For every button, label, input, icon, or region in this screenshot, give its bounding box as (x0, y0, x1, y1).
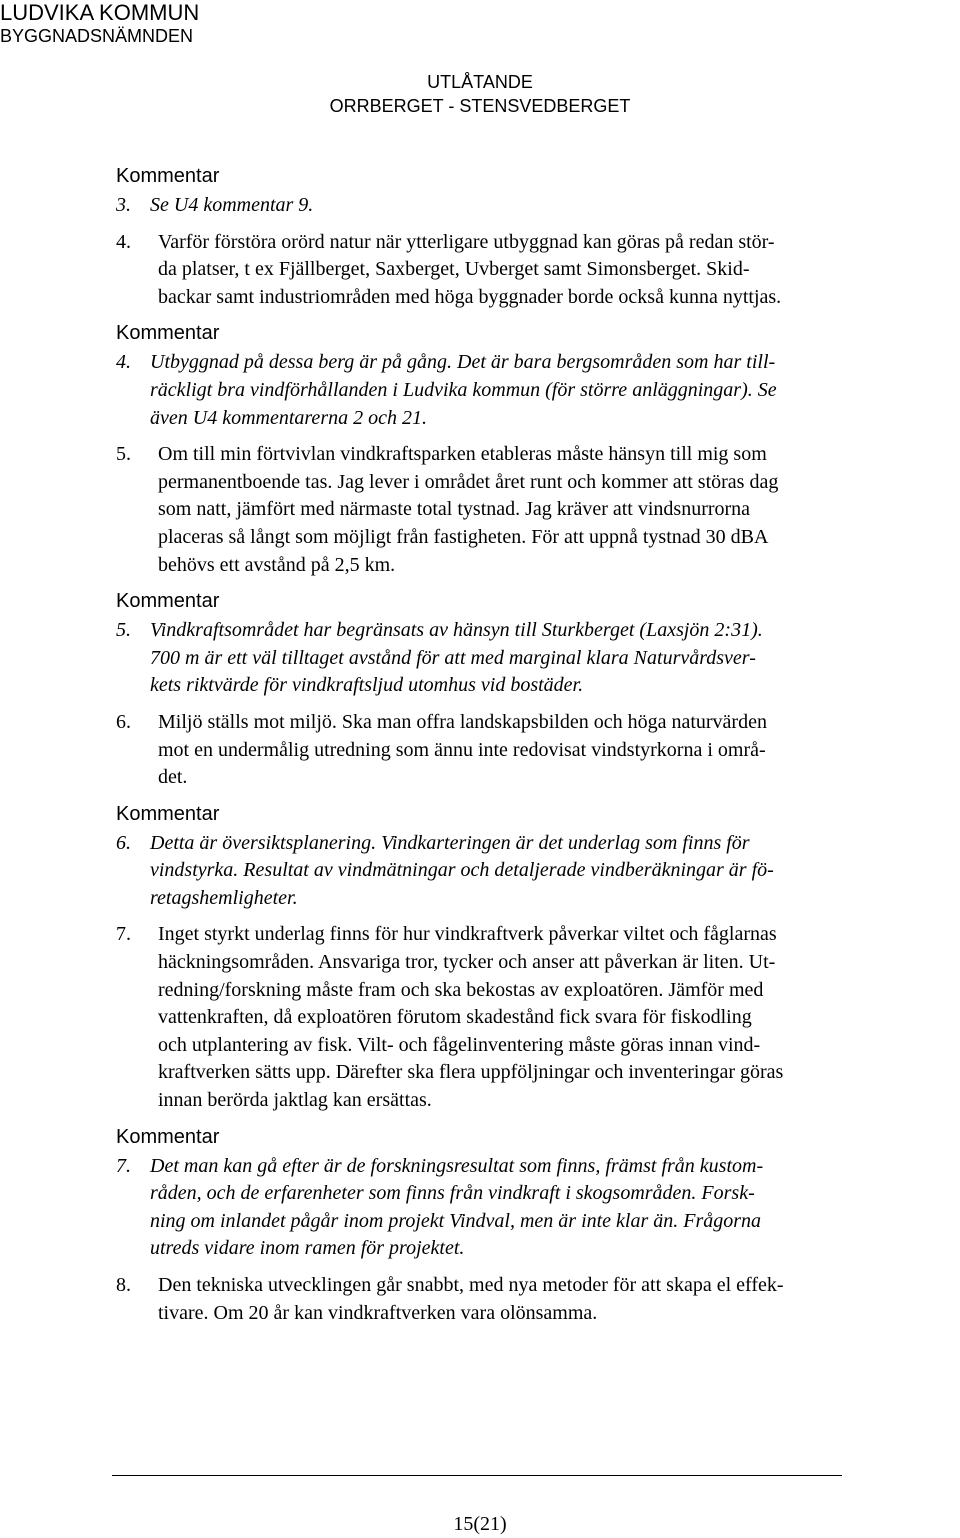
page-number: 15(21) (453, 1513, 507, 1535)
item-line: redning/forskning måste fram och ska bekostas av exploatören. Jämför med (158, 978, 764, 1001)
item-line: och utplantering av fisk. Vilt- och fågelinventering måste göras innan vind- (158, 1033, 761, 1056)
item-number: 3. (116, 194, 131, 216)
item-line: Miljö ställs mot miljö. Ska man offra landskapsbilden och höga naturvärden (158, 710, 767, 733)
footer-divider (112, 1475, 842, 1476)
item-line: kraftverken sätts upp. Därefter ska flera uppföljningar och inventeringar göras (158, 1061, 784, 1084)
item-line: råden, och de erfarenheter som finns från vindkraft i skogsområden. Forsk- (150, 1182, 755, 1205)
item-line: da platser, t ex Fjällberget, Saxberget, Uvberget samt Simonsberget. Skid- (158, 258, 750, 281)
question-item-5 (116, 441, 916, 579)
comment-heading: Kommentar (116, 590, 220, 613)
document-header (300, 70, 660, 118)
item-line: utreds vidare inom ramen för projektet. (150, 1237, 465, 1260)
item-number: 6. (116, 710, 131, 733)
item-line: det. (158, 766, 188, 789)
comment-heading: Kommentar (116, 802, 220, 825)
item-line: vindstyrka. Resultat av vindmätningar och detaljerade vindberäkningar är fö- (150, 859, 774, 882)
item-line: Inget styrkt underlag finns för hur vindkraftverk påverkar viltet och fåglarnas (158, 923, 777, 946)
item-line: Utbyggnad på dessa berg är på gång. Det är bara bergsområden som har till- (150, 351, 776, 374)
item-number: 7. (116, 923, 131, 946)
document-body (116, 162, 916, 1327)
item-line: Det man kan gå efter är de forskningsresultat som finns, främst från kustom- (150, 1154, 764, 1177)
organization-header (0, 0, 199, 47)
item-number: 4. (116, 230, 131, 253)
item-text: Se U4 kommentar 9. (150, 194, 314, 216)
item-line: placeras så långt som möjligt från fastigheten. För att uppnå tystnad 30 dBA (158, 525, 769, 548)
question-item-4 (116, 229, 916, 312)
item-number: 8. (116, 1274, 131, 1296)
comment-item-4 (116, 349, 916, 432)
comment-item-7 (116, 1153, 916, 1263)
item-number: 5. (116, 443, 131, 466)
item-line: Varför förstöra orörd natur när ytterligare utbyggnad kan göras på redan stör- (158, 230, 775, 253)
department-name: BYGGNADSNÄMNDEN (0, 26, 194, 46)
item-line: innan berörda jaktlag kan ersättas. (158, 1089, 432, 1112)
item-line: häckningsområden. Ansvariga tror, tycker och anser att påverkan är liten. Ut- (158, 951, 776, 974)
comment-heading: Kommentar (116, 165, 220, 187)
item-line: 700 m är ett väl tilltaget avstånd för att med marginal klara Naturvårdsver- (150, 646, 756, 669)
comment-heading: Kommentar (116, 1125, 220, 1148)
item-line: Vindkraftsområdet har begränsats av hänsyn till Sturkberget (Laxsjön 2:31). (150, 619, 763, 642)
item-line: även U4 kommentarerna 2 och 21. (150, 406, 427, 429)
question-item-7 (116, 921, 916, 1114)
comment-item-3 (116, 192, 916, 220)
question-item-8 (116, 1272, 916, 1327)
question-item-6 (116, 709, 916, 792)
comment-item-6 (116, 830, 916, 913)
item-number: 5. (116, 619, 131, 642)
item-line: ning om inlandet pågår inom projekt Vindval, men är inte klar än. Frågorna (150, 1209, 762, 1232)
item-line: permanentboende tas. Jag lever i området året runt och kommer att störas dag (158, 470, 779, 493)
item-line: tivare. Om 20 år kan vindkraftverken vara olönsamma. (158, 1301, 598, 1324)
item-line: mot en undermålig utredning som ännu inte redovisat vindstyrkorna i områ- (158, 738, 766, 761)
item-line: behövs ett avstånd på 2,5 km. (158, 553, 396, 576)
document-type: UTLÅTANDE (427, 72, 533, 92)
item-line: som natt, jämfört med närmaste total tystnad. Jag kräver att vindsnurrorna (158, 498, 751, 521)
item-line: Den tekniska utvecklingen går snabbt, med nya metoder för att skapa el effek- (158, 1274, 784, 1296)
item-number: 6. (116, 831, 131, 854)
item-line: backar samt industriområden med höga byggnader borde också kunna nyttjas. (158, 285, 782, 308)
comment-heading: Kommentar (116, 322, 220, 345)
org-name: LUDVIKA KOMMUN (0, 0, 200, 25)
item-line: retagshemligheter. (150, 886, 298, 909)
item-line: räckligt bra vindförhållanden i Ludvika kommun (för större anläggningar). Se (150, 378, 777, 401)
document-title: ORRBERGET - STENSVEDBERGET (329, 96, 631, 116)
item-line: vattenkraften, då exploatören förutom skadestånd fick svara för fiskodling (158, 1006, 752, 1029)
comment-item-5 (116, 617, 916, 700)
item-number: 4. (116, 351, 131, 374)
item-line: kets riktvärde för vindkraftsljud utomhus vid bostäder. (150, 674, 584, 697)
item-line: Om till min förtvivlan vindkraftsparken etableras måste hänsyn till mig som (158, 443, 767, 466)
item-number: 7. (116, 1154, 131, 1177)
item-line: Detta är översiktsplanering. Vindkarteringen är det underlag som finns för (150, 831, 750, 854)
